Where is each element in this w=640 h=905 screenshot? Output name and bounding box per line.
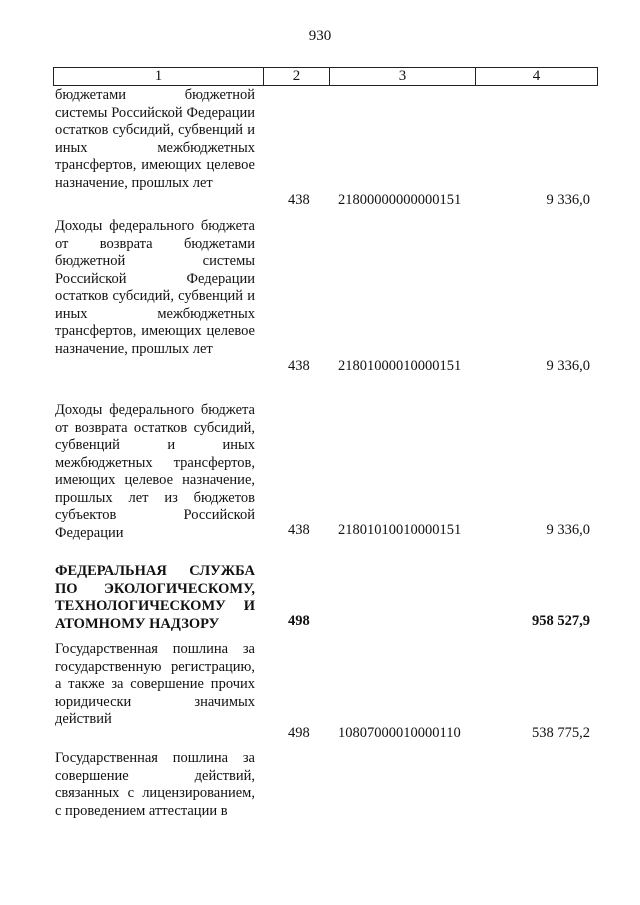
row-kbk: 21801000010000151 (338, 358, 462, 374)
row-description: Государственная пошлина за совершение действий, связанных с лицензированием, с проведением аттестации в (55, 750, 255, 819)
row-code: 438 (288, 358, 310, 374)
row-kbk: 10807000010000110 (338, 725, 461, 741)
header-col-4: 4 (532, 68, 541, 84)
table-row (55, 750, 595, 820)
table-header (53, 67, 598, 86)
row-description: Государственная пошлина за государственную регистрацию, а также за совершение прочих юридически значимых действий (55, 641, 255, 727)
row-kbk: 21800000000000151 (338, 192, 462, 208)
header-col-1: 1 (54, 68, 264, 85)
row-description: Доходы федерального бюджета от возврата бюджетами бюджетной системы Российской Федерации остатков субсидий, субвенций и иных межбюджетных трансфертов, имеющих целевое назначение, прошлых лет (55, 218, 255, 357)
table-row (55, 402, 595, 542)
row-code: 438 (288, 522, 310, 538)
table-row-agency (55, 563, 595, 633)
row-code: 438 (288, 192, 310, 208)
row-description: Доходы федерального бюджета от возврата остатков субсидий, субвенций и иных межбюджетных трансфертов, имеющих целевое назначение, прошлых лет из бюджетов субъектов Российской Федерации (55, 402, 255, 541)
row-amount: 538 775,2 (532, 725, 590, 741)
row-amount: 9 336,0 (546, 522, 590, 538)
row-code: 498 (288, 725, 310, 741)
header-col-2: 2 (264, 68, 330, 85)
row-description: бюджетами бюджетной системы Российской Федерации остатков субсидий, субвенций и иных межбюджетных трансфертов, имеющих целевое назначение, прошлых лет (55, 87, 255, 191)
agency-code: 498 (288, 613, 310, 629)
agency-amount: 958 527,9 (532, 613, 590, 629)
table-row (55, 218, 595, 374)
page-number: 930 (308, 28, 332, 44)
agency-title: ФЕДЕРАЛЬНАЯ СЛУЖБА ПО ЭКОЛОГИЧЕСКОМУ, ТЕХНОЛОГИЧЕСКОМУ И АТОМНОМУ НАДЗОРУ (55, 563, 255, 632)
row-kbk: 21801010010000151 (338, 522, 462, 538)
table-row (55, 87, 595, 208)
header-col-3: 3 (330, 68, 476, 85)
table-row (55, 641, 595, 741)
row-amount: 9 336,0 (546, 192, 590, 208)
row-amount: 9 336,0 (546, 358, 590, 374)
